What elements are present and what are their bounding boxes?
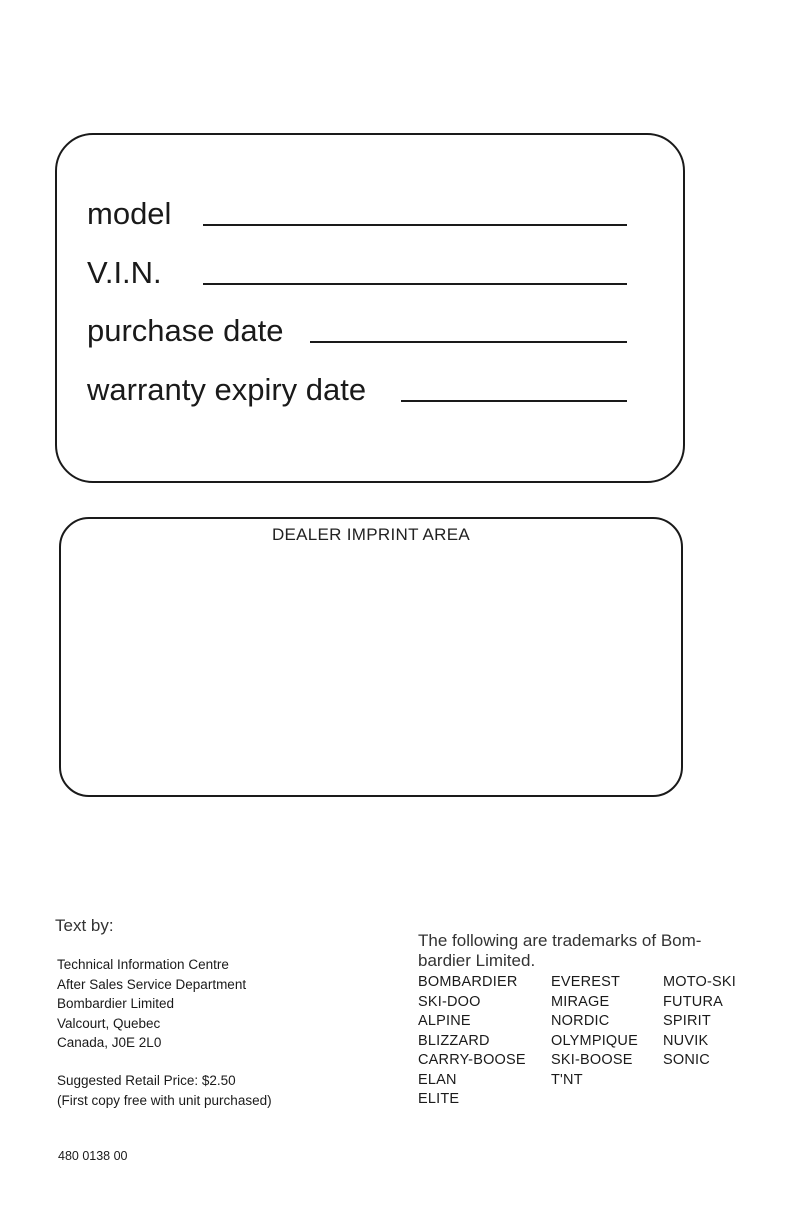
purchase-date-label: purchase date	[87, 313, 284, 348]
trademark-item: FUTURA	[663, 993, 724, 1010]
trademark-item: ELAN	[418, 1071, 457, 1088]
trademark-item: MOTO-SKI	[663, 974, 737, 990]
trademark-item	[551, 1091, 663, 1111]
trademark-item: OLYMPIQUE	[551, 1032, 638, 1049]
purchase-date-fill-line[interactable]	[310, 341, 627, 343]
model-field	[87, 196, 171, 232]
trademark-item	[663, 1091, 753, 1111]
warranty-expiry-fill-line[interactable]	[401, 400, 627, 402]
trademark-item: BOMBARDIER	[418, 974, 518, 990]
trademark-item: ALPINE	[418, 1013, 471, 1029]
trademark-item: CARRY-BOOSE	[418, 1052, 526, 1068]
trademark-item: BLIZZARD	[418, 1032, 490, 1049]
trademark-item: SKI-DOO	[418, 993, 481, 1010]
trademark-item	[663, 1072, 753, 1092]
address-line: After Sales Service Department	[57, 976, 247, 992]
trademark-item: T'NT	[551, 1071, 583, 1088]
text-by-heading: Text by:	[55, 916, 114, 935]
trademark-item: MIRAGE	[551, 993, 610, 1010]
trademark-item: SKI-BOOSE	[551, 1052, 633, 1068]
purchase-date-field	[87, 313, 283, 349]
vin-field	[87, 255, 162, 291]
free-copy-note: (First copy free with unit purchased)	[57, 1092, 272, 1108]
model-label: model	[87, 196, 172, 231]
trademark-item: EVEREST	[551, 974, 621, 990]
address-block	[57, 955, 246, 1053]
address-line: Technical Information Centre	[57, 957, 229, 972]
dealer-imprint-card	[59, 517, 683, 797]
address-line: Bombardier Limited	[57, 996, 175, 1011]
trademark-item: SPIRIT	[663, 1013, 711, 1029]
warranty-expiry-label: warranty expiry date	[87, 372, 367, 407]
trademark-item: ELITE	[418, 1091, 460, 1107]
trademark-item: NORDIC	[551, 1013, 610, 1029]
vin-fill-line[interactable]	[203, 283, 627, 285]
price-block	[57, 1071, 272, 1110]
model-fill-line[interactable]	[203, 224, 627, 226]
trademarks-intro	[418, 931, 758, 971]
dealer-imprint-title: DEALER IMPRINT AREA	[271, 525, 471, 544]
trademarks-intro-line: bardier Limited.	[418, 951, 536, 970]
warranty-expiry-field	[87, 372, 366, 408]
trademarks-list	[418, 974, 753, 1111]
address-line: Canada, J0E 2L0	[57, 1035, 162, 1050]
catalog-number: 480 0138 00	[58, 1149, 128, 1163]
owner-info-card	[55, 133, 685, 483]
address-line: Valcourt, Quebec	[57, 1015, 161, 1031]
trademark-item: SONIC	[663, 1052, 710, 1068]
trademarks-intro-line: The following are trademarks of Bom-	[418, 931, 702, 950]
retail-price: Suggested Retail Price: $2.50	[57, 1073, 236, 1088]
vin-label: V.I.N.	[87, 255, 162, 290]
trademark-item: NUVIK	[663, 1032, 709, 1049]
